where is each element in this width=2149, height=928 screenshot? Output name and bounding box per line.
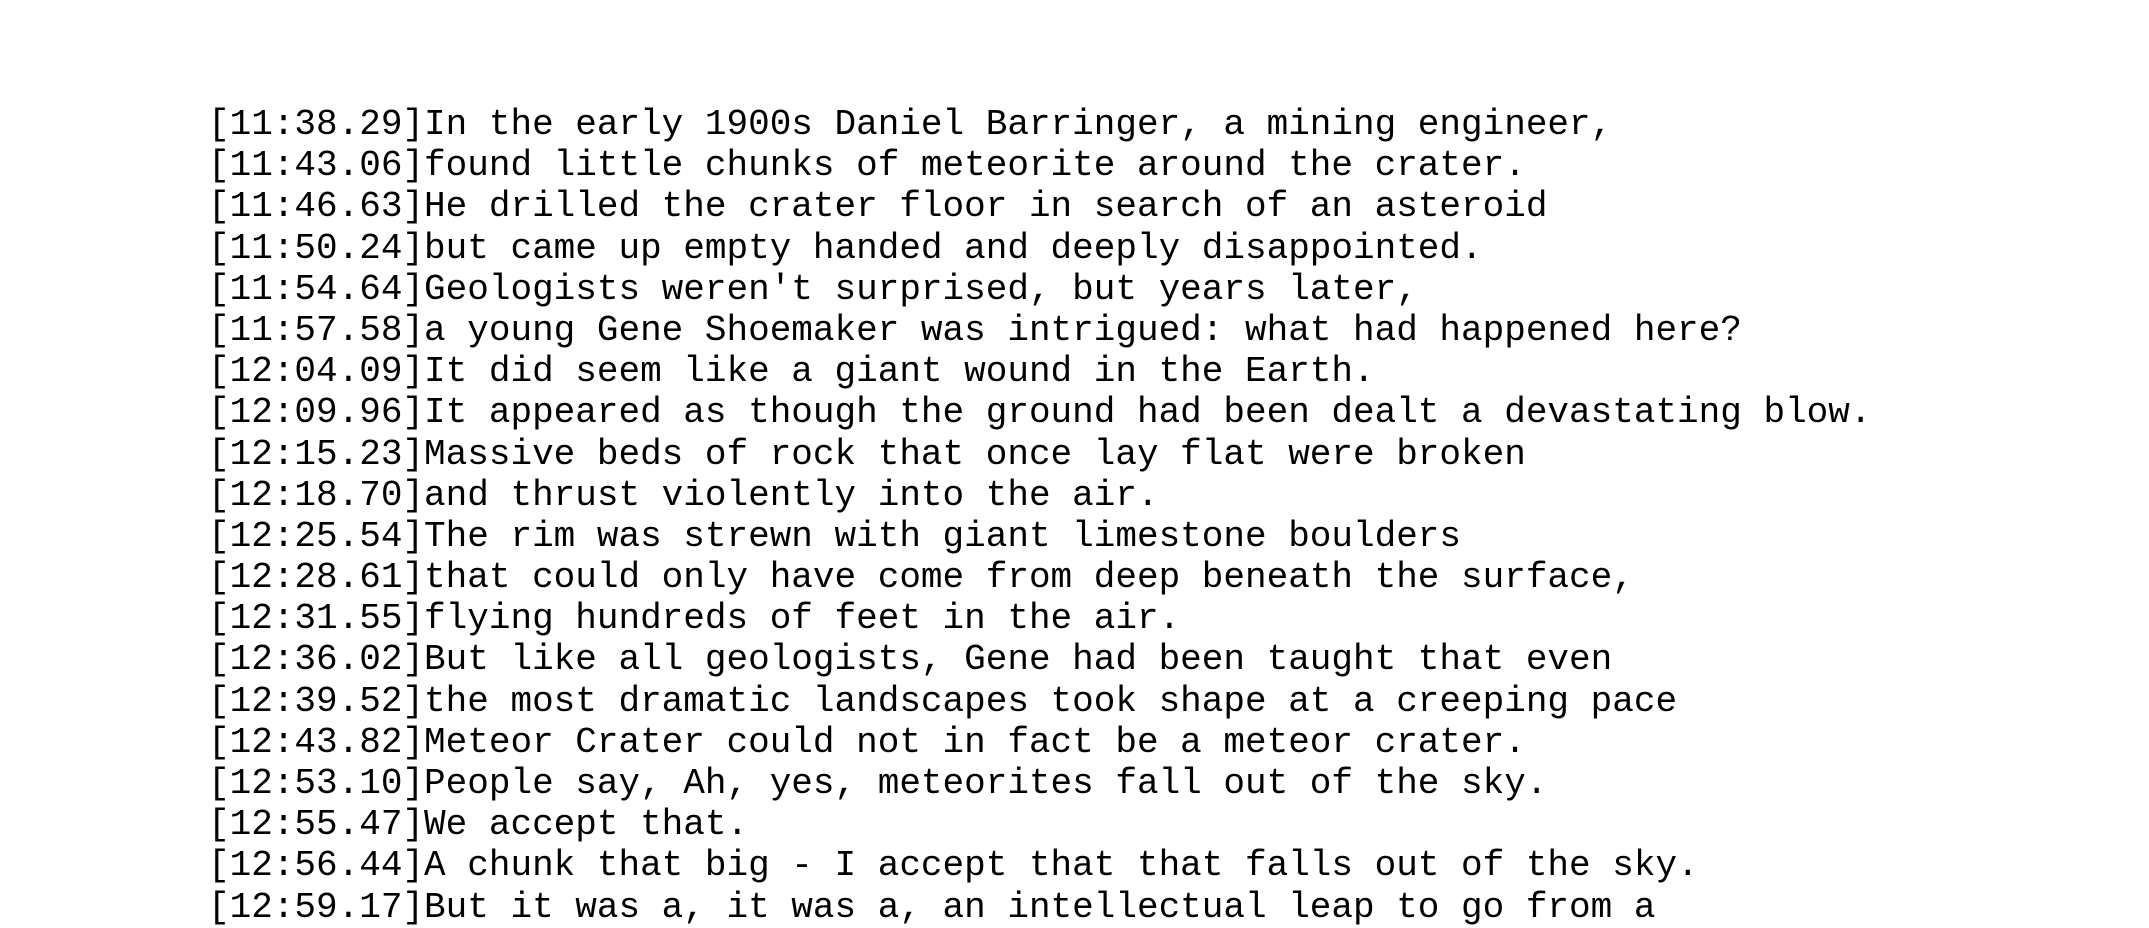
transcript-line [208,269,1871,310]
timestamp: [11:54.64] [208,268,425,310]
transcript-line [208,186,1871,227]
timestamp: [12:04.09] [208,351,425,393]
timestamp: [11:43.06] [208,145,425,187]
line-text: In the early 1900s Daniel Barringer, a mining engineer, [424,104,1613,145]
timestamp: [12:56.44] [208,845,425,887]
transcript-line [208,145,1871,186]
timestamp: [12:31.55] [208,598,425,640]
timestamp: [12:39.52] [208,680,425,722]
timestamp: [12:09.96] [208,392,425,434]
timestamp: [11:46.63] [208,186,425,228]
line-text: flying hundreds of feet in the air. [424,598,1181,640]
transcript-line [208,763,1871,804]
timestamp: [11:57.58] [208,309,425,351]
transcript-line [208,310,1871,351]
line-text: that could only have come from deep beneath the surface, [424,557,1634,599]
transcript-line [208,434,1871,475]
line-text: Meteor Crater could not in fact be a meteor crater. [424,721,1526,763]
transcript-line [208,351,1871,392]
transcript-line [208,804,1871,845]
transcript-line [208,681,1871,722]
timestamp: [12:53.10] [208,763,425,804]
line-text: But like all geologists, Gene had been taught that even [424,639,1613,681]
transcript-line [208,228,1871,269]
transcript-line [208,475,1871,516]
line-text: A chunk that big - I accept that that falls out of the sky. [424,845,1699,887]
transcript-line [208,598,1871,639]
line-text: People say, Ah, yes, meteorites fall out of the sky. [424,763,1548,804]
timestamp: [12:15.23] [208,433,425,475]
transcript-line [208,104,1871,145]
timestamp: [11:50.24] [208,227,425,269]
line-text: Massive beds of rock that once lay flat were broken [424,433,1526,475]
line-text: He drilled the crater floor in search of an asteroid [424,186,1548,228]
timestamp: [12:28.61] [208,557,425,599]
timestamp: [12:18.70] [208,474,425,516]
line-text: found little chunks of meteorite around the crater. [424,145,1526,187]
transcript-line [208,516,1871,557]
timestamp: [12:55.47] [208,804,425,846]
transcript-line [208,639,1871,680]
line-text: It appeared as though the ground had been dealt a devastating blow. [424,392,1872,434]
timestamp: [11:38.29] [208,104,425,145]
line-text: It did seem like a giant wound in the Earth. [424,351,1375,393]
line-text: The rim was strewn with giant limestone boulders [424,515,1462,557]
transcript-line [208,557,1871,598]
timestamp: [12:43.82] [208,721,425,763]
timestamp: [12:59.17] [208,886,425,928]
transcript-line [208,722,1871,763]
line-text: We accept that. [424,804,749,846]
transcript-line [208,845,1871,886]
timestamp: [12:25.54] [208,515,425,557]
transcript-line [208,887,1871,928]
transcript-list [208,104,1871,928]
line-text: But it was a, it was a, an intellectual leap to go from a [424,886,1656,928]
line-text: the most dramatic landscapes took shape at a creeping pace [424,680,1678,722]
line-text: and thrust violently into the air. [424,474,1159,516]
timestamp: [12:36.02] [208,639,425,681]
line-text: a young Gene Shoemaker was intrigued: what had happened here? [424,309,1742,351]
line-text: but came up empty handed and deeply disappointed. [424,227,1483,269]
transcript-line [208,392,1871,433]
line-text: Geologists weren't surprised, but years later, [424,268,1418,310]
